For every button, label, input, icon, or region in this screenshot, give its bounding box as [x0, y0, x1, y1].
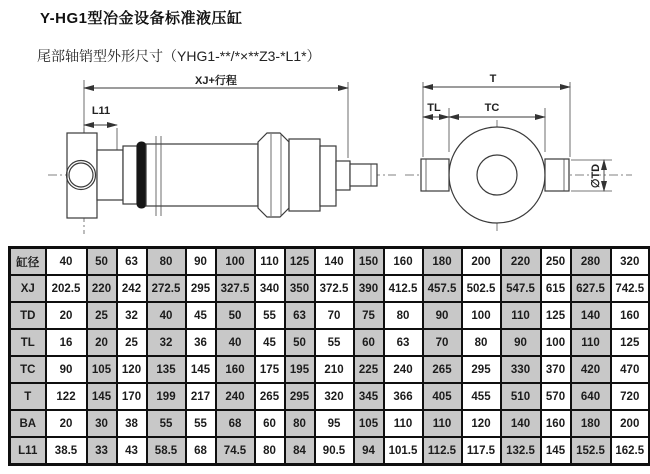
cell: 470: [611, 356, 650, 383]
row-label: TD: [10, 302, 46, 329]
cell: 80: [384, 302, 423, 329]
cell: 32: [117, 302, 147, 329]
cell: 390: [354, 275, 384, 302]
table-row: [10, 302, 650, 329]
cell: 160: [216, 356, 255, 383]
head-flange: [258, 133, 289, 217]
dim-label-l11: L11: [91, 105, 111, 117]
table-row: [10, 356, 650, 383]
cell: 43: [117, 437, 147, 465]
page-title: Y-HG1型冶金设备标准液压缸: [40, 10, 243, 27]
cell: 94: [354, 437, 384, 465]
cell: 240: [216, 383, 255, 410]
cell: 50: [285, 329, 315, 356]
cell: 145: [186, 356, 216, 383]
cell: 330: [501, 356, 541, 383]
row-label: L11: [10, 437, 46, 465]
row-label: TC: [10, 356, 46, 383]
cell: 68: [216, 410, 255, 437]
cell: 40: [216, 329, 255, 356]
cell: 720: [611, 383, 650, 410]
cell: 132.5: [501, 437, 541, 465]
cell: 20: [46, 410, 87, 437]
seal-ring: [137, 142, 146, 208]
cell: 265: [255, 383, 285, 410]
dim-label-tc: TC: [484, 102, 500, 114]
cell: 280: [571, 248, 611, 276]
cell: 68: [186, 437, 216, 465]
cell: 152.5: [571, 437, 611, 465]
cell: 80: [285, 410, 315, 437]
cell: 80: [255, 437, 285, 465]
table-row: [10, 329, 650, 356]
cell: 145: [87, 383, 117, 410]
cell: 160: [384, 248, 423, 276]
cylinder-tube: [146, 144, 258, 206]
table-row: [10, 275, 650, 302]
cell: 105: [354, 410, 384, 437]
cell: 55: [315, 329, 354, 356]
cell: 75: [354, 302, 384, 329]
cell: 90: [501, 329, 541, 356]
rod-boss: [336, 161, 350, 190]
cell: 122: [46, 383, 87, 410]
cell: 295: [186, 275, 216, 302]
cell: 180: [571, 410, 611, 437]
dimension-table-wrap: [8, 246, 650, 466]
cell: 32: [147, 329, 186, 356]
cell: 180: [423, 248, 462, 276]
cell: 70: [315, 302, 354, 329]
cell: 199: [147, 383, 186, 410]
cell: 195: [285, 356, 315, 383]
cell: 140: [571, 302, 611, 329]
cell: 120: [462, 410, 501, 437]
cell: 40: [46, 248, 87, 276]
cell: 40: [147, 302, 186, 329]
table-row: [10, 437, 650, 465]
cell: 100: [216, 248, 255, 276]
cell: 25: [87, 302, 117, 329]
cell: 60: [354, 329, 384, 356]
cell: 63: [384, 329, 423, 356]
cylinder-side-view: [48, 73, 396, 234]
dim-label-xj-stroke: XJ+行程: [195, 75, 237, 87]
cell: 627.5: [571, 275, 611, 302]
cell: 412.5: [384, 275, 423, 302]
cell: 640: [571, 383, 611, 410]
cell: 320: [611, 248, 650, 276]
cell: 120: [117, 356, 147, 383]
cell: 135: [147, 356, 186, 383]
cell: 45: [186, 302, 216, 329]
cell: 30: [87, 410, 117, 437]
cell: 372.5: [315, 275, 354, 302]
row-label: XJ: [10, 275, 46, 302]
cell: 140: [501, 410, 541, 437]
cell: 200: [611, 410, 650, 437]
cell: 150: [354, 248, 384, 276]
cell: 125: [285, 248, 315, 276]
cell: 60: [255, 410, 285, 437]
cell: 225: [354, 356, 384, 383]
cell: 90: [46, 356, 87, 383]
cell: 117.5: [462, 437, 501, 465]
cell: 38: [117, 410, 147, 437]
cell: 20: [87, 329, 117, 356]
row-label: TL: [10, 329, 46, 356]
cell: 175: [255, 356, 285, 383]
cell: 110: [255, 248, 285, 276]
cell: 295: [462, 356, 501, 383]
cell: 220: [87, 275, 117, 302]
cell: 455: [462, 383, 501, 410]
dim-label-tl: TL: [427, 102, 441, 114]
cell: 50: [87, 248, 117, 276]
cell: 84: [285, 437, 315, 465]
cell: 101.5: [384, 437, 423, 465]
cell: 170: [117, 383, 147, 410]
cell: 242: [117, 275, 147, 302]
cell: 110: [501, 302, 541, 329]
cell: 90: [423, 302, 462, 329]
cell: 55: [147, 410, 186, 437]
cell: 350: [285, 275, 315, 302]
cell: 16: [46, 329, 87, 356]
cell: 320: [315, 383, 354, 410]
cell: 202.5: [46, 275, 87, 302]
cell: 80: [147, 248, 186, 276]
cell: 110: [571, 329, 611, 356]
cell: 36: [186, 329, 216, 356]
cell: 160: [541, 410, 571, 437]
cell: 55: [186, 410, 216, 437]
cell: 510: [501, 383, 541, 410]
cell: 345: [354, 383, 384, 410]
row-label: 缸径: [10, 248, 46, 276]
dim-label-t: T: [489, 73, 497, 85]
cell: 63: [117, 248, 147, 276]
cell: 240: [384, 356, 423, 383]
cell: 370: [541, 356, 571, 383]
cell: 220: [501, 248, 541, 276]
technical-drawing: [0, 70, 650, 244]
cell: 162.5: [611, 437, 650, 465]
cell: 50: [216, 302, 255, 329]
cell: 272.5: [147, 275, 186, 302]
pin-end-view: [405, 73, 632, 232]
cell: 210: [315, 356, 354, 383]
cell: 502.5: [462, 275, 501, 302]
row-label: BA: [10, 410, 46, 437]
cell: 20: [46, 302, 87, 329]
cell: 45: [255, 329, 285, 356]
cell: 615: [541, 275, 571, 302]
cell: 457.5: [423, 275, 462, 302]
cell: 295: [285, 383, 315, 410]
cell: 74.5: [216, 437, 255, 465]
cell: 140: [315, 248, 354, 276]
left-pin: [421, 159, 449, 191]
cell: 145: [541, 437, 571, 465]
table-row: [10, 383, 650, 410]
cell: 110: [384, 410, 423, 437]
page-subtitle: 尾部轴销型外形尺寸（YHG1-**/*×**Z3-*L1*）: [37, 48, 321, 64]
table-row: [10, 248, 650, 276]
cell: 70: [423, 329, 462, 356]
cell: 217: [186, 383, 216, 410]
cell: 250: [541, 248, 571, 276]
table-row: [10, 410, 650, 437]
spec-table: [8, 246, 650, 466]
cell: 160: [611, 302, 650, 329]
cell: 80: [462, 329, 501, 356]
cell: 742.5: [611, 275, 650, 302]
cell: 100: [541, 329, 571, 356]
cell: 63: [285, 302, 315, 329]
cell: 125: [541, 302, 571, 329]
cell: 110: [423, 410, 462, 437]
cell: 90.5: [315, 437, 354, 465]
cell: 100: [462, 302, 501, 329]
cell: 125: [611, 329, 650, 356]
cell: 105: [87, 356, 117, 383]
cell: 570: [541, 383, 571, 410]
cell: 420: [571, 356, 611, 383]
cell: 55: [255, 302, 285, 329]
dim-label-td: ∅TD: [590, 163, 602, 189]
rod-thread: [350, 164, 377, 186]
cell: 58.5: [147, 437, 186, 465]
eye-pin-hole: [477, 155, 517, 195]
cell: 327.5: [216, 275, 255, 302]
cell: 200: [462, 248, 501, 276]
cell: 265: [423, 356, 462, 383]
cell: 547.5: [501, 275, 541, 302]
cell: 340: [255, 275, 285, 302]
cell: 366: [384, 383, 423, 410]
cell: 33: [87, 437, 117, 465]
right-pin: [545, 159, 569, 191]
cell: 38.5: [46, 437, 87, 465]
cell: 95: [315, 410, 354, 437]
cell: 112.5: [423, 437, 462, 465]
cell: 405: [423, 383, 462, 410]
row-label: T: [10, 383, 46, 410]
cell: 90: [186, 248, 216, 276]
cell: 25: [117, 329, 147, 356]
